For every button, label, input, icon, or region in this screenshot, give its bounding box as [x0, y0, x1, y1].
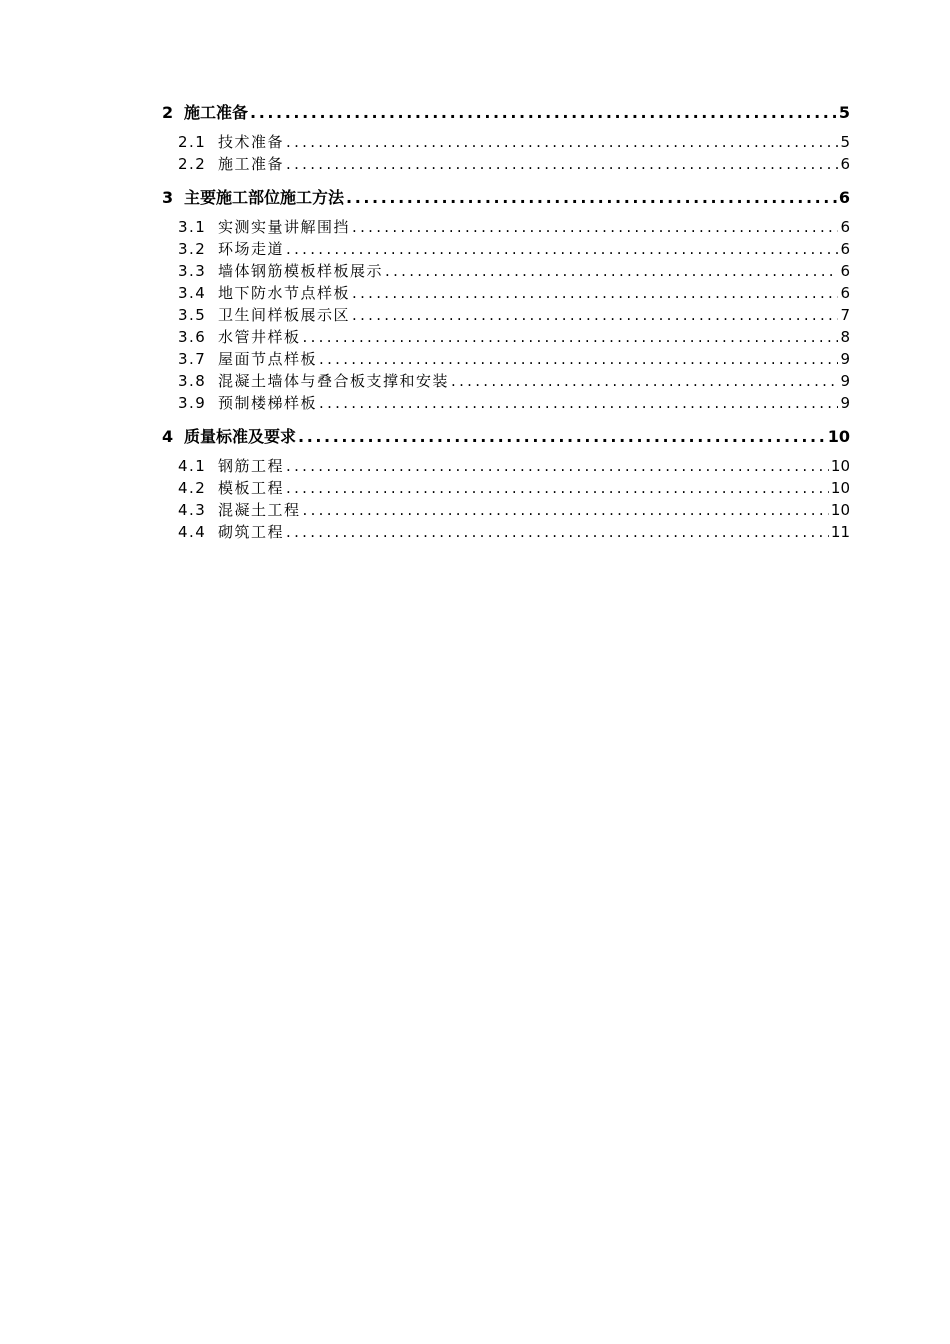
- toc-page-number: 6: [838, 188, 850, 207]
- dot-leader: [250, 103, 837, 122]
- toc-entry-4-4[interactable]: [178, 521, 850, 542]
- dot-leader: [352, 218, 838, 236]
- toc-page-number: 10: [830, 479, 850, 497]
- toc-entry-4-2[interactable]: [178, 477, 850, 498]
- toc-page-number: 9: [840, 350, 850, 368]
- toc-page-number: 10: [827, 427, 850, 446]
- toc-page-number: 8: [840, 328, 850, 346]
- toc-page-number: 10: [830, 501, 850, 519]
- toc-page-number: 6: [840, 262, 850, 280]
- dot-leader: [286, 155, 838, 173]
- toc-entry-2-1[interactable]: [178, 131, 850, 152]
- toc-number: 2.2: [178, 155, 207, 173]
- dot-leader: [319, 394, 838, 412]
- toc-entry-4-1[interactable]: [178, 455, 850, 476]
- toc-title: 水管井样板: [218, 328, 301, 346]
- toc-page-number: 11: [830, 523, 850, 541]
- toc-title: 地下防水节点样板: [218, 284, 351, 302]
- toc-entry-2[interactable]: [162, 100, 850, 123]
- toc-number: 4.3: [178, 501, 207, 519]
- toc-entry-3-2[interactable]: [178, 238, 850, 259]
- toc-number: 2.1: [178, 133, 207, 151]
- toc-page-number: 6: [840, 218, 850, 236]
- toc-number: 3.4: [178, 284, 207, 302]
- dot-leader: [385, 262, 838, 280]
- dot-leader: [319, 350, 838, 368]
- toc-number: 3.6: [178, 328, 207, 346]
- toc-title: 质量标准及要求: [184, 427, 297, 446]
- toc-number: 3.3: [178, 262, 207, 280]
- toc-title: 卫生间样板展示区: [218, 306, 351, 324]
- dot-leader: [286, 240, 838, 258]
- toc-title: 墙体钢筋模板样板展示: [218, 262, 384, 280]
- toc-entry-3-8[interactable]: [178, 370, 850, 391]
- toc-title: 环场走道: [218, 240, 285, 258]
- toc-title: 施工准备: [218, 155, 285, 173]
- dot-leader: [352, 306, 838, 324]
- dot-leader: [303, 501, 829, 519]
- toc-number: 3.7: [178, 350, 207, 368]
- toc-page-number: 9: [840, 394, 850, 412]
- toc-page-number: 9: [840, 372, 850, 390]
- toc-page-number: 6: [840, 240, 850, 258]
- toc-entry-4-3[interactable]: [178, 499, 850, 520]
- dot-leader: [286, 457, 829, 475]
- toc-entry-3-1[interactable]: [178, 216, 850, 237]
- toc-number: 3.5: [178, 306, 207, 324]
- dot-leader: [352, 284, 838, 302]
- toc-title: 实测实量讲解围挡: [218, 218, 351, 236]
- toc-page-number: 5: [840, 133, 850, 151]
- toc-page-number: 5: [838, 103, 850, 122]
- toc-entry-3-3[interactable]: [178, 260, 850, 281]
- toc-number: 4.1: [178, 457, 207, 475]
- toc-number: 4.4: [178, 523, 207, 541]
- toc-entry-2-2[interactable]: [178, 153, 850, 174]
- toc-title: 技术准备: [218, 133, 285, 151]
- toc-title: 混凝土墙体与叠合板支撑和安装: [218, 372, 450, 390]
- dot-leader: [286, 523, 829, 541]
- toc-page-number: 6: [840, 284, 850, 302]
- toc-entry-3-7[interactable]: [178, 348, 850, 369]
- toc-title: 模板工程: [218, 479, 285, 497]
- dot-leader: [303, 328, 839, 346]
- toc-title: 砌筑工程: [218, 523, 285, 541]
- toc-entry-3-9[interactable]: [178, 392, 850, 413]
- toc-title: 钢筋工程: [218, 457, 285, 475]
- toc-title: 预制楼梯样板: [218, 394, 318, 412]
- dot-leader: [286, 133, 838, 151]
- toc-number: 3: [162, 188, 174, 207]
- toc-entry-3-5[interactable]: [178, 304, 850, 325]
- toc-title: 主要施工部位施工方法: [184, 188, 345, 207]
- toc-number: 3.8: [178, 372, 207, 390]
- dot-leader: [451, 372, 838, 390]
- toc-entry-3-4[interactable]: [178, 282, 850, 303]
- dot-leader: [286, 479, 829, 497]
- toc-page-number: 6: [840, 155, 850, 173]
- toc-number: 2: [162, 103, 174, 122]
- toc-entry-3[interactable]: [162, 185, 850, 208]
- toc-entry-3-6[interactable]: [178, 326, 850, 347]
- toc-number: 4.2: [178, 479, 207, 497]
- toc-page-number: 7: [840, 306, 850, 324]
- toc-entry-4[interactable]: [162, 424, 850, 447]
- toc-title: 屋面节点样板: [218, 350, 318, 368]
- dot-leader: [298, 427, 826, 446]
- toc-page-number: 10: [830, 457, 850, 475]
- toc-title: 施工准备: [184, 103, 249, 122]
- toc-number: 4: [162, 427, 174, 446]
- toc-number: 3.9: [178, 394, 207, 412]
- dot-leader: [346, 188, 837, 207]
- toc-title: 混凝土工程: [218, 501, 301, 519]
- toc-number: 3.2: [178, 240, 207, 258]
- toc-number: 3.1: [178, 218, 207, 236]
